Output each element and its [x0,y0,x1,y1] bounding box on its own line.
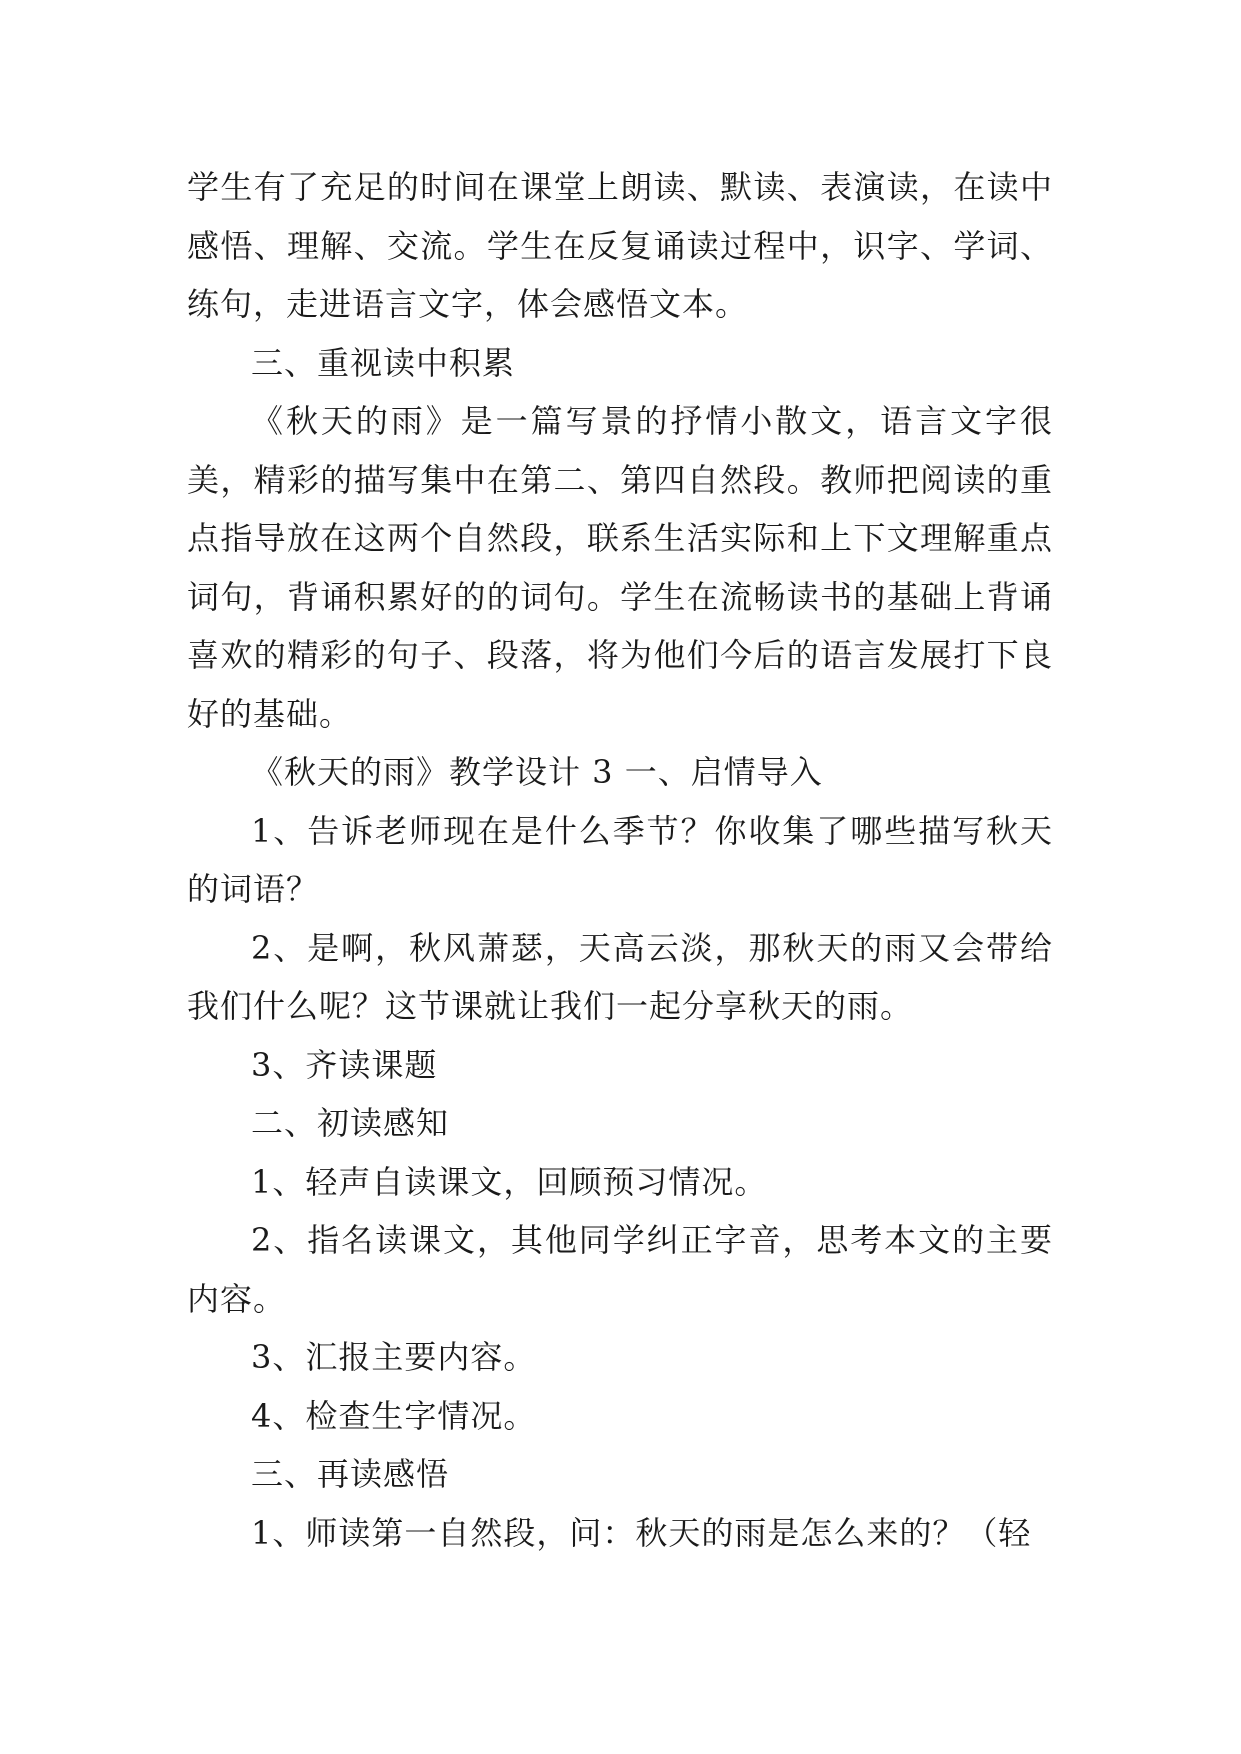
design-title-heading: 《秋天的雨》教学设计 3 一、启情导入 [251,753,823,791]
section-heading-3b: 三、再读感悟 [251,1455,450,1493]
list-item: 3、汇报主要内容。 [251,1338,537,1376]
document-body [187,158,1053,1562]
list-item: 1、轻声自读课文，回顾预习情况。 [251,1162,768,1201]
list-item: 1、告诉老师现在是什么季节？你收集了哪些描写秋天的词语？ [187,811,1053,908]
list-item: 3、齐读课题 [251,1045,438,1084]
section-heading-2: 二、初读感知 [251,1104,450,1142]
section-heading-3: 三、重视读中积累 [251,343,516,382]
paragraph-continuation: 学生有了充足的时间在课堂上朗读、默读、表演读，在读中感悟、理解、交流。学生在反复诵读过程中，识字、学词、练句，走进语言文字，体会感悟文本。 [187,168,1053,323]
paragraph: 《秋天的雨》是一篇写景的抒情小散文，语言文字很美，精彩的描写集中在第二、第四自然段。教师把阅读的重点指导放在这两个自然段，联系生活实际和上下文理解重点词句，背诵积累好的的词句。学生在流畅读书的基础上背诵喜欢的精彩的句子、段落，将为他们今后的语言发展打下良好的基础。 [187,402,1053,733]
list-item: 2、指名读课文，其他同学纠正字音，思考本文的主要内容。 [187,1221,1053,1318]
list-item: 1、师读第一自然段，问：秋天的雨是怎么来的？（轻 [251,1513,1032,1552]
list-item: 2、是啊，秋风萧瑟，天高云淡，那秋天的雨又会带给我们什么呢？这节课就让我们一起分享秋天的雨。 [187,928,1053,1025]
list-item: 4、检查生字情况。 [251,1396,537,1435]
